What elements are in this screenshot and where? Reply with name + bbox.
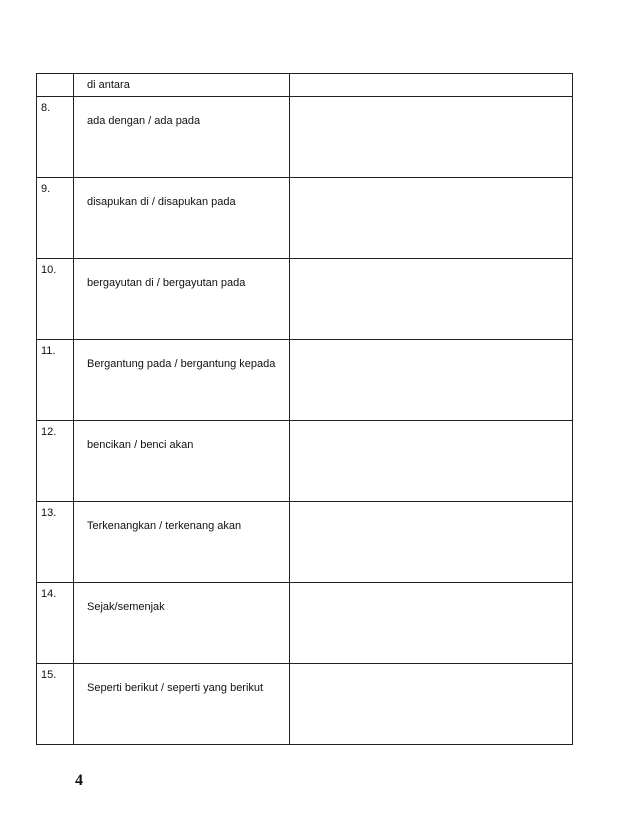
table-row xyxy=(37,74,573,97)
phrase-cell xyxy=(74,664,290,745)
answer-cell[interactable] xyxy=(290,421,573,502)
phrase-cell xyxy=(74,259,290,340)
item-number: 15. xyxy=(41,669,57,681)
number-cell xyxy=(37,74,74,97)
item-number: 11. xyxy=(41,345,56,357)
table-row xyxy=(37,502,573,583)
phrase-cell xyxy=(74,74,290,97)
phrase-cell xyxy=(74,421,290,502)
table-row xyxy=(37,664,573,745)
table-row xyxy=(37,340,573,421)
number-cell xyxy=(37,259,74,340)
answer-cell[interactable] xyxy=(290,97,573,178)
phrase-text: Seperti berikut / seperti yang berikut xyxy=(87,682,264,694)
phrase-text: di antara xyxy=(87,79,130,91)
phrase-text: Sejak/semenjak xyxy=(87,601,165,613)
phrase-text: bencikan / benci akan xyxy=(87,439,194,451)
phrase-text: Terkenangkan / terkenang akan xyxy=(87,520,242,532)
number-cell xyxy=(37,502,74,583)
phrase-cell xyxy=(74,97,290,178)
number-cell xyxy=(37,664,74,745)
answer-cell[interactable] xyxy=(290,74,573,97)
answer-cell[interactable] xyxy=(290,178,573,259)
phrase-text: Bergantung pada / bergantung kepada xyxy=(87,358,276,370)
phrase-text: ada dengan / ada pada xyxy=(87,115,201,127)
number-cell xyxy=(37,97,74,178)
answer-cell[interactable] xyxy=(290,340,573,421)
exercise-table xyxy=(36,73,573,745)
number-cell xyxy=(37,178,74,259)
table-row xyxy=(37,259,573,340)
table-row xyxy=(37,97,573,178)
phrase-cell xyxy=(74,583,290,664)
answer-cell[interactable] xyxy=(290,664,573,745)
item-number: 14. xyxy=(41,588,57,600)
number-cell xyxy=(37,421,74,502)
answer-cell[interactable] xyxy=(290,502,573,583)
table-row xyxy=(37,421,573,502)
item-number: 13. xyxy=(41,507,57,519)
table-row xyxy=(37,583,573,664)
item-number: 8. xyxy=(41,102,51,114)
number-cell xyxy=(37,583,74,664)
table-row xyxy=(37,178,573,259)
item-number: 12. xyxy=(41,426,57,438)
phrase-cell xyxy=(74,502,290,583)
phrase-text: disapukan di / disapukan pada xyxy=(87,196,236,208)
phrase-cell xyxy=(74,340,290,421)
phrase-cell xyxy=(74,178,290,259)
phrase-text: bergayutan di / bergayutan pada xyxy=(87,277,246,289)
page-number: 4 xyxy=(75,772,83,789)
item-number: 10. xyxy=(41,264,57,276)
answer-cell[interactable] xyxy=(290,259,573,340)
answer-cell[interactable] xyxy=(290,583,573,664)
number-cell xyxy=(37,340,74,421)
item-number: 9. xyxy=(41,183,51,195)
